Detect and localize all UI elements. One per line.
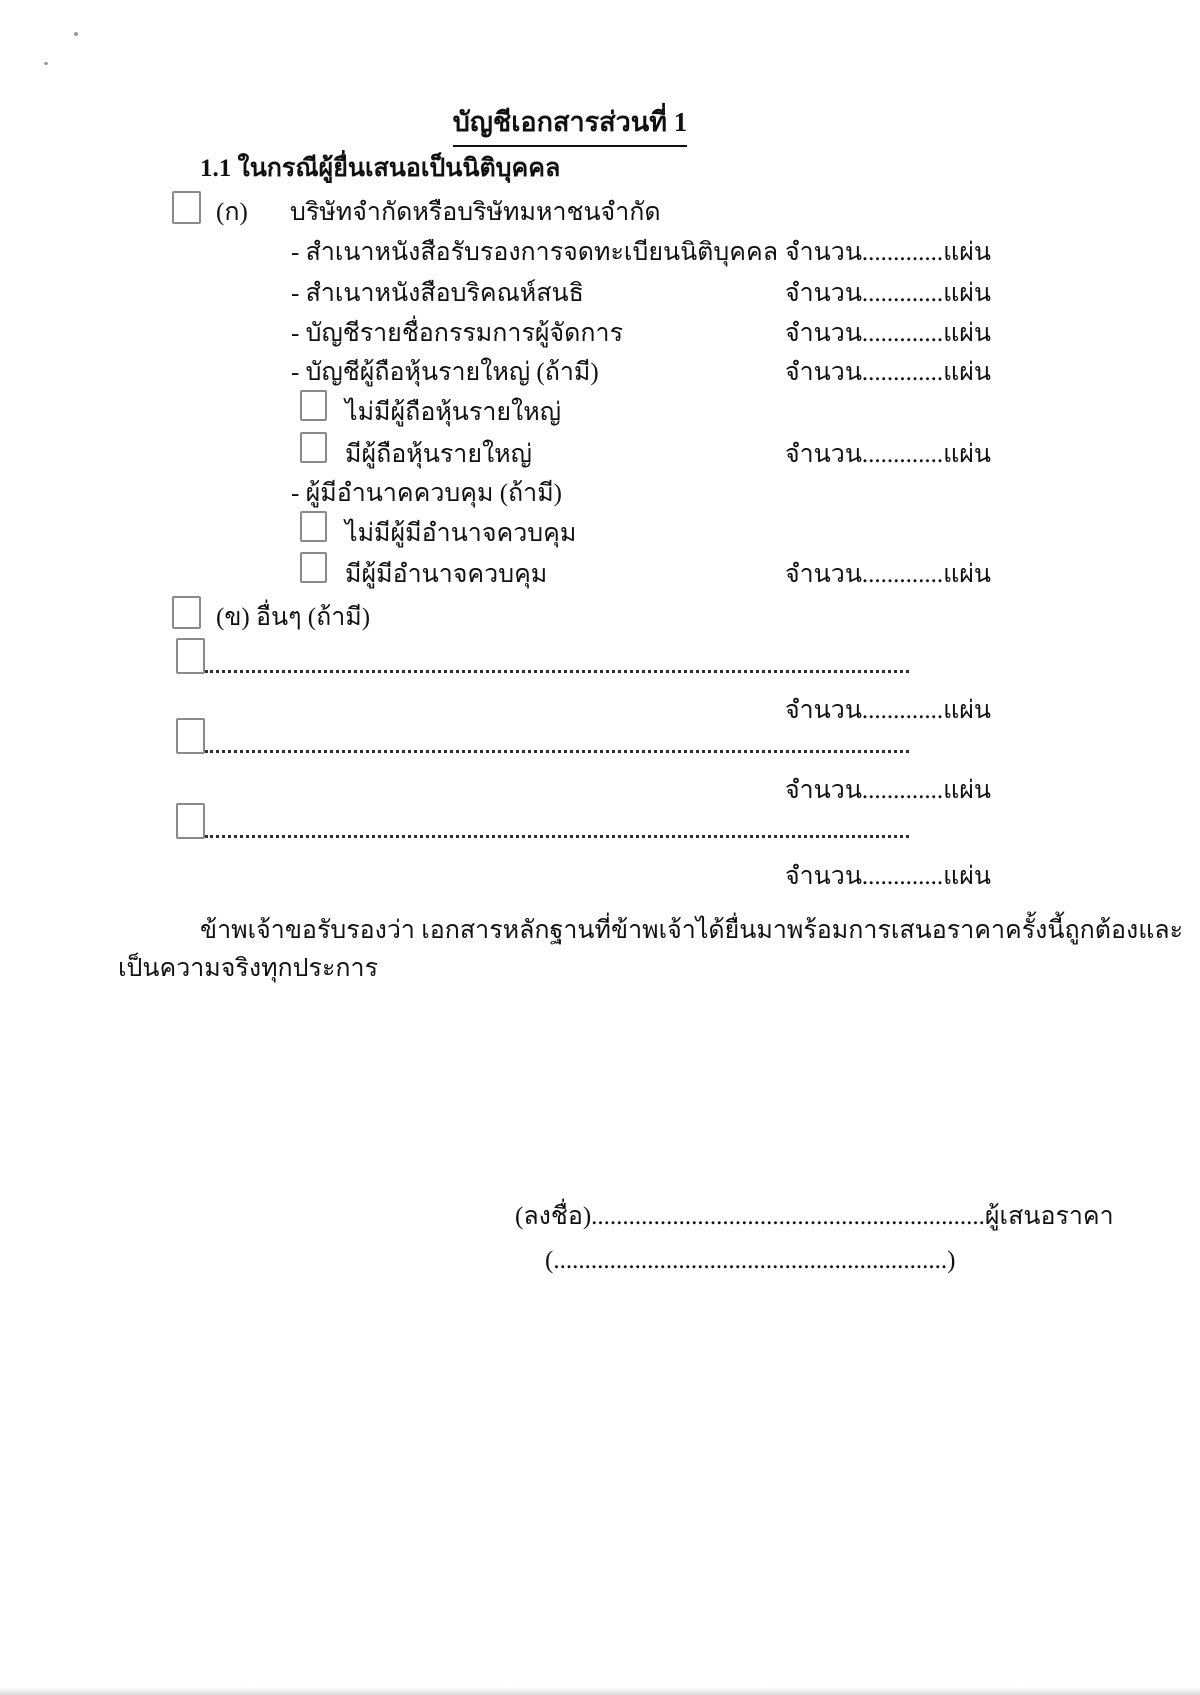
item-controlling-person: - ผู้มีอำนาคควบคุม (ถ้ามี): [291, 480, 562, 507]
scan-noise-mark: [44, 62, 48, 65]
scan-noise-mark: [74, 32, 78, 36]
checkbox-group-a[interactable]: [172, 191, 201, 224]
label-has-controlling-person: มีผู้มีอำนาจควบคุม: [345, 561, 548, 588]
checkbox-group-b[interactable]: [172, 596, 201, 629]
group-a-marker: (ก): [216, 199, 248, 226]
signature-line[interactable]: (ลงชื่อ)...............................................................ผู้เสนอราคา: [515, 1203, 1114, 1230]
scan-edge-artifact: [0, 1687, 1200, 1695]
other-document-line-3[interactable]: [205, 809, 909, 838]
other-document-line-2[interactable]: [205, 724, 909, 753]
group-a-title: บริษัทจำกัดหรือบริษัทมหาชนจำกัด: [290, 199, 661, 226]
checkbox-no-major-shareholders[interactable]: [300, 390, 327, 421]
certification-line-1: ข้าพเจ้าขอรับรองว่า เอกสารหลักฐานที่ข้าพเจ้าได้ยื่นมาพร้อมการเสนอราคาครั้งนี้ถูกต้องและ: [200, 917, 1184, 944]
item-memorandum: - สำเนาหนังสือบริคณห์สนธิ: [291, 280, 584, 307]
checkbox-other-2[interactable]: [176, 718, 205, 754]
item-registration: - สำเนาหนังสือรับรองการจดทะเบียนนิติบุคคล: [291, 239, 779, 266]
item-directors: - บัญชีรายชื่อกรรมการผู้จัดการ: [291, 320, 624, 347]
checkbox-other-3[interactable]: [176, 803, 205, 839]
checkbox-other-1[interactable]: [176, 638, 205, 674]
quantity-blank-registration[interactable]: จำนวน.............แผ่น: [785, 239, 992, 266]
quantity-blank-directors[interactable]: จำนวน.............แผ่น: [785, 320, 992, 347]
item-major-shareholders: - บัญชีผู้ถือหุ้นรายใหญ่ (ถ้ามี): [291, 359, 599, 386]
label-no-major-shareholders: ไม่มีผู้ถือหุ้นรายใหญ่: [345, 399, 562, 426]
quantity-blank-has-controlling-person[interactable]: จำนวน.............แผ่น: [785, 561, 992, 588]
checkbox-no-controlling-person[interactable]: [300, 511, 327, 542]
certification-line-2: เป็นความจริงทุกประการ: [118, 955, 379, 982]
group-b-label: (ข) อื่นๆ (ถ้ามี): [216, 604, 371, 631]
checkbox-has-major-shareholders[interactable]: [300, 432, 327, 463]
quantity-blank-has-major-shareholders[interactable]: จำนวน.............แผ่น: [785, 441, 992, 468]
page-title: [0, 100, 1140, 147]
quantity-blank-other-1[interactable]: จำนวน.............แผ่น: [785, 697, 992, 724]
page-title-text: บัญชีเอกสารส่วนที่ 1: [453, 100, 688, 147]
label-has-major-shareholders: มีผู้ถือหุ้นรายใหญ่: [345, 441, 532, 468]
other-document-line-1[interactable]: [205, 644, 909, 673]
signature-name-line[interactable]: (...............................................................): [545, 1247, 956, 1274]
quantity-blank-memorandum[interactable]: จำนวน.............แผ่น: [785, 280, 992, 307]
checkbox-has-controlling-person[interactable]: [300, 552, 327, 583]
quantity-blank-other-3[interactable]: จำนวน.............แผ่น: [785, 863, 992, 890]
label-no-controlling-person: ไม่มีผู้มีอำนาจควบคุม: [345, 520, 577, 547]
quantity-blank-major-shareholders[interactable]: จำนวน.............แผ่น: [785, 359, 992, 386]
section-heading: 1.1 ในกรณีผู้ยื่นเสนอเป็นนิติบุคคล: [200, 155, 561, 182]
quantity-blank-other-2[interactable]: จำนวน.............แผ่น: [785, 777, 992, 804]
